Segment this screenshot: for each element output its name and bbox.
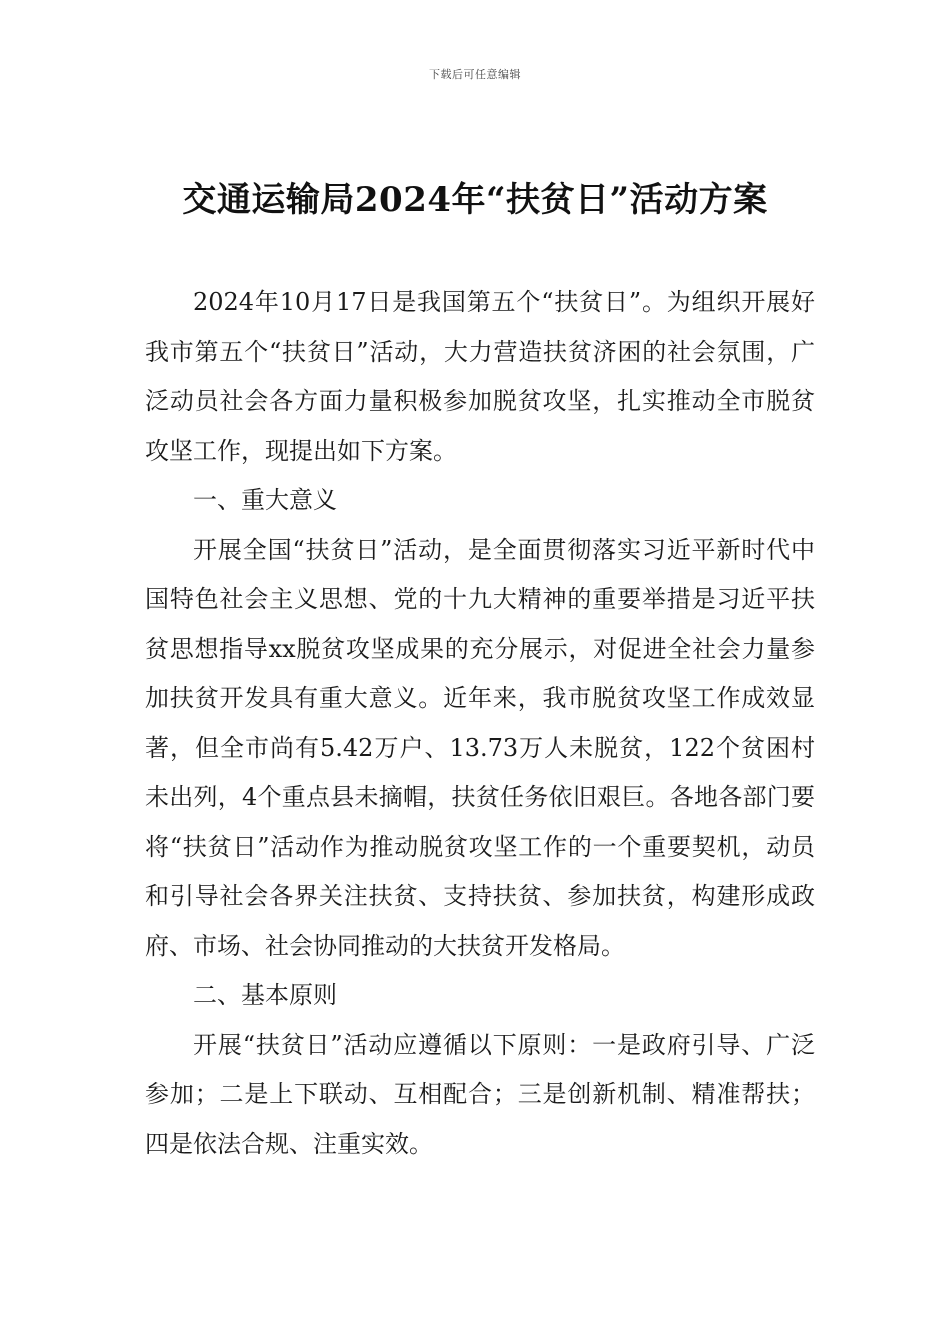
paragraph-significance: 开展全国“扶贫日”活动，是全面贯彻落实习近平新时代中国特色社会主义思想、党的十九大精神的重要举措是习近平扶贫思想指导xx脱贫攻坚成果的充分展示，对促进全社会力量参加扶贫开发具有重大意义。近年来，我市脱贫攻坚工作成效显著，但全市尚有5.42万户、13.73万人未脱贫，122个贫困村未出列，4个重点县未摘帽，扶贫任务依旧艰巨。各地各部门要将“扶贫日”活动作为推动脱贫攻坚工作的一个重要契机，动员和引导社会各界关注扶贫、支持扶贫、参加扶贫，构建形成政府、市场、社会协同推动的大扶贫开发格局。: [145, 535, 815, 960]
document-title: 交通运输局2024年“扶贫日”活动方案: [182, 180, 768, 220]
document-body: [145, 278, 815, 1169]
section-heading-significance: 一、重大意义: [193, 486, 337, 514]
section-heading-principles: 二、基本原则: [193, 981, 337, 1009]
paragraph-intro: 2024年10月17日是我国第五个“扶贫日”。为组织开展好我市第五个“扶贫日”活动，大力营造扶贫济困的社会氛围，广泛动员社会各方面力量积极参加脱贫攻坚，扎实推动全市脱贫攻坚工作，现提出如下方案。: [145, 288, 815, 465]
paragraph-principles: 开展“扶贫日”活动应遵循以下原则：一是政府引导、广泛参加；二是上下联动、互相配合；三是创新机制、精准帮扶；四是依法合规、注重实效。: [145, 1030, 815, 1158]
header-note: 下载后可任意编辑: [429, 68, 521, 81]
